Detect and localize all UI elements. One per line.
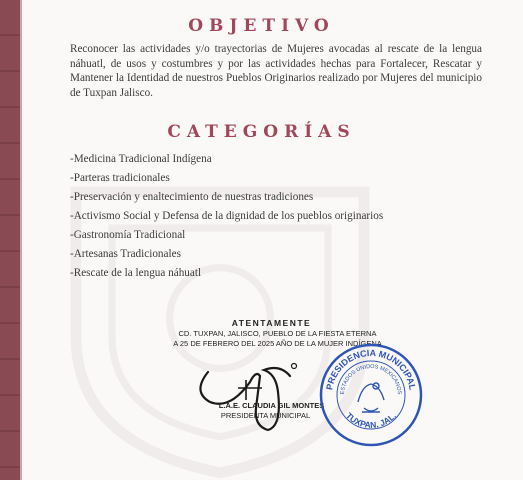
list-item: -Gastronomía Tradicional xyxy=(70,229,186,241)
seal-top-text: PRESIDENCIA MUNICIPAL xyxy=(324,347,418,391)
closing-text: ATENTAMENTE xyxy=(231,318,312,328)
list-item: -Artesanas Tradicionales xyxy=(70,248,181,260)
seal-inner-text: ESTADOS UNIDOS MEXICANOS xyxy=(339,363,403,395)
list-item: -Rescate de la lengua náhuatl xyxy=(70,267,202,279)
list-item: -Parteras tradicionales xyxy=(70,172,170,184)
svg-text:TUXPAN, JAL. xyxy=(344,411,398,430)
categories-list xyxy=(70,150,490,283)
list-item: -Medicina Tradicional Indígena xyxy=(70,153,212,165)
municipal-seal xyxy=(318,342,424,448)
objective-title: OBJETIVO xyxy=(188,16,335,36)
place-line: CD. TUXPAN, JALISCO, PUEBLO DE LA FIESTA ETERNA xyxy=(178,329,377,338)
signer-role: PRESIDENTA MUNICIPAL xyxy=(220,411,311,420)
handwritten-signature xyxy=(190,352,310,432)
objective-text: Reconocer las actividades y/o trayectorias de Mujeres avocadas al rescate de la lengua náhuatl, de usos y costumbres y por las actividades hechas para Fortalecer, Rescatar y Mantener la Identidad de nuestros Pueblos Originarios realizado por Mujeres del municipio de Tuxpan Jalisco. xyxy=(70,43,482,99)
seal-bottom-text: TUXPAN, JAL. xyxy=(343,410,399,430)
list-item: -Activismo Social y Defensa de la dignidad de los pueblos originarios xyxy=(70,210,384,222)
eagle-emblem-icon xyxy=(358,383,384,412)
signer-name: L.A.E. CLAUDIA GIL MONTES xyxy=(218,401,325,410)
list-item: -Preservación y enaltecimiento de nuestras tradiciones xyxy=(70,191,314,203)
date-line: A 25 DE FEBRERO DEL 2025 AÑO DE LA MUJER INDÍGENA xyxy=(173,339,382,348)
categories-title: CATEGORÍAS xyxy=(167,122,356,142)
